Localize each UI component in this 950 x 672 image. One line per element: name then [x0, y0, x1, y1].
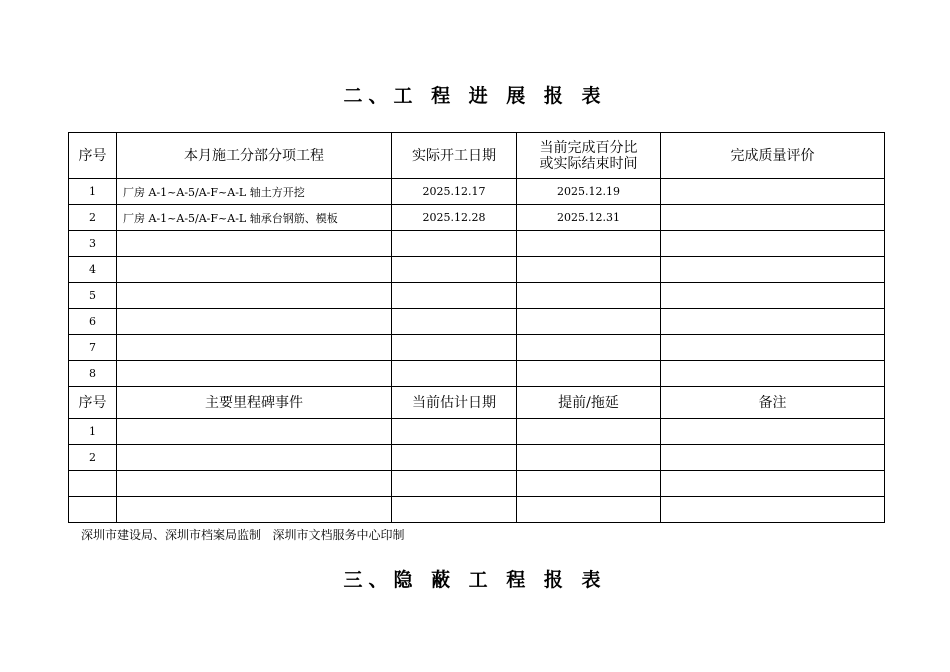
ms-row-status: [517, 471, 661, 497]
header-quality: 完成质量评价: [661, 133, 885, 179]
section-3-title: 三、隐 蔽 工 程 报 表: [343, 569, 607, 591]
row-no: 8: [69, 361, 117, 387]
header-no: 序号: [69, 133, 117, 179]
row-no: 6: [69, 309, 117, 335]
row-quality: [661, 309, 885, 335]
row-end: [517, 257, 661, 283]
footer-imprint: 深圳市建设局、深圳市档案局监制 深圳市文档服务中心印制: [81, 528, 405, 542]
row-end: 2025.12.31: [517, 205, 661, 231]
ms-row-note: [661, 497, 885, 523]
milestone-row: [69, 471, 885, 497]
ms-row-note: [661, 445, 885, 471]
ms-row-no: [69, 497, 117, 523]
header-completion-line1: 当前完成百分比: [539, 139, 638, 156]
header-completion-line2: 或实际结束时间: [539, 155, 638, 172]
ms-row-status: [517, 497, 661, 523]
row-start: [392, 361, 517, 387]
milestone-row: [69, 497, 885, 523]
ms-row-status: [517, 445, 661, 471]
table-row: [69, 257, 885, 283]
row-work: [117, 361, 392, 387]
row-end: [517, 361, 661, 387]
ms-header-date: 当前估计日期: [392, 387, 517, 419]
ms-row-no: [69, 471, 117, 497]
table-row: [69, 309, 885, 335]
row-work: [117, 335, 392, 361]
ms-header-no: 序号: [69, 387, 117, 419]
row-start: [392, 231, 517, 257]
ms-header-status: 提前/拖延: [517, 387, 661, 419]
row-quality: [661, 231, 885, 257]
ms-row-date: [392, 471, 517, 497]
row-no: 2: [69, 205, 117, 231]
row-work: [117, 309, 392, 335]
ms-row-status: [517, 419, 661, 445]
ms-row-no: 1: [69, 419, 117, 445]
table-row: [69, 283, 885, 309]
row-quality: [661, 335, 885, 361]
row-start: [392, 257, 517, 283]
row-start: 2025.12.28: [392, 205, 517, 231]
progress-table: [68, 132, 885, 523]
table-row: [69, 231, 885, 257]
row-end: [517, 335, 661, 361]
row-work: [117, 283, 392, 309]
ms-row-date: [392, 419, 517, 445]
milestone-row: [69, 419, 885, 445]
table-row: [69, 205, 885, 231]
ms-row-note: [661, 419, 885, 445]
row-work: [117, 231, 392, 257]
ms-row-date: [392, 497, 517, 523]
ms-header-note: 备注: [661, 387, 885, 419]
table-row: [69, 335, 885, 361]
row-quality: [661, 179, 885, 205]
row-start: [392, 283, 517, 309]
row-quality: [661, 283, 885, 309]
ms-row-date: [392, 445, 517, 471]
progress-header-row: [69, 133, 885, 179]
row-no: 3: [69, 231, 117, 257]
row-work: 厂房 A-1~A-5/A-F~A-L 轴土方开挖: [117, 179, 392, 205]
milestone-header-row: [69, 387, 885, 419]
row-start: [392, 309, 517, 335]
table-row: [69, 361, 885, 387]
header-completion: [517, 133, 661, 179]
row-quality: [661, 257, 885, 283]
header-work: 本月施工分部分项工程: [117, 133, 392, 179]
row-start: [392, 335, 517, 361]
ms-row-event: [117, 471, 392, 497]
row-no: 7: [69, 335, 117, 361]
table-row: [69, 179, 885, 205]
ms-row-no: 2: [69, 445, 117, 471]
row-quality: [661, 361, 885, 387]
milestone-row: [69, 445, 885, 471]
row-end: [517, 283, 661, 309]
ms-row-event: [117, 445, 392, 471]
row-no: 5: [69, 283, 117, 309]
row-work: 厂房 A-1~A-5/A-F~A-L 轴承台钢筋、模板: [117, 205, 392, 231]
row-start: 2025.12.17: [392, 179, 517, 205]
ms-row-event: [117, 419, 392, 445]
header-start-date: 实际开工日期: [392, 133, 517, 179]
row-work: [117, 257, 392, 283]
row-end: [517, 309, 661, 335]
row-no: 1: [69, 179, 117, 205]
ms-row-event: [117, 497, 392, 523]
row-no: 4: [69, 257, 117, 283]
row-end: [517, 231, 661, 257]
row-quality: [661, 205, 885, 231]
ms-row-note: [661, 471, 885, 497]
section-2-title: 二、工 程 进 展 报 表: [343, 85, 607, 107]
row-end: 2025.12.19: [517, 179, 661, 205]
ms-header-event: 主要里程碑事件: [117, 387, 392, 419]
